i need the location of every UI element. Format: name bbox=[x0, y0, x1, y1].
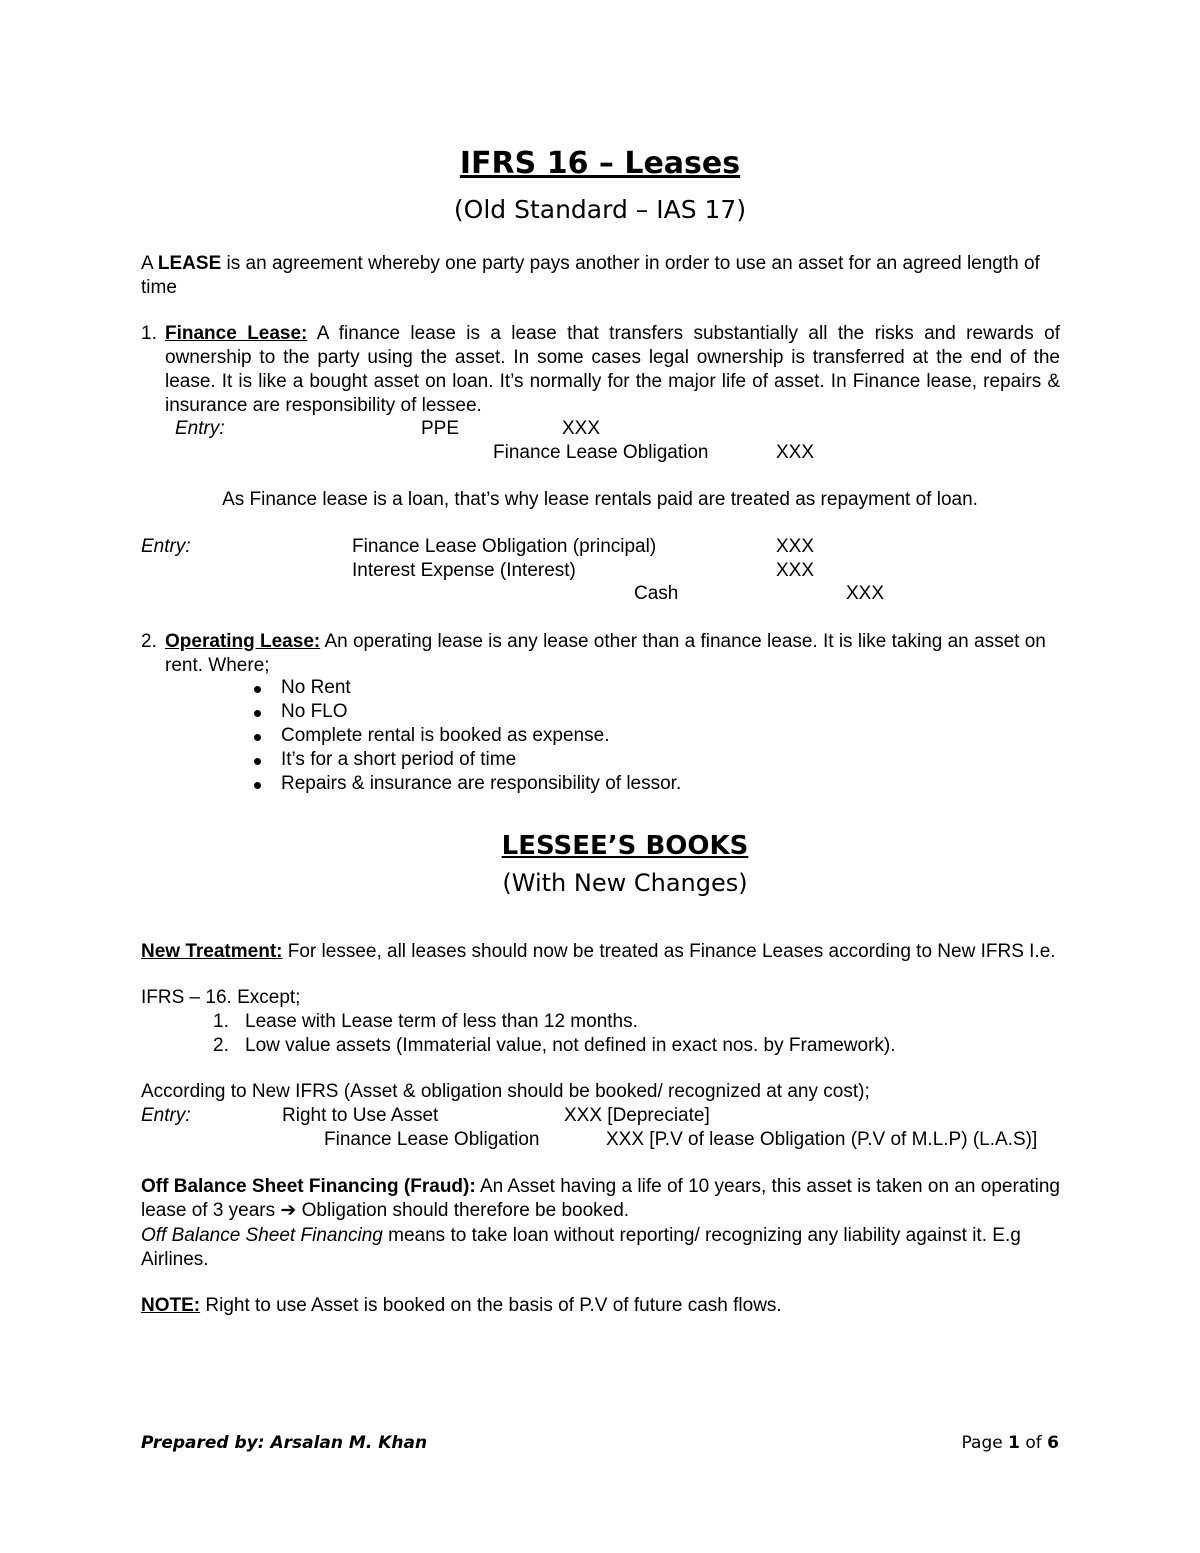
exception-item: Low value assets (Immaterial value, not defined in exact nos. by Framework). bbox=[245, 1035, 896, 1056]
finance-loan-note: As Finance lease is a loan, that’s why lease rentals paid are treated as repayment of loan. bbox=[222, 489, 978, 510]
off-balance-term: Off Balance Sheet Financing bbox=[141, 1225, 383, 1246]
according-text: According to New IFRS (Asset & obligation should be booked/ recognized at any cost); bbox=[141, 1081, 870, 1102]
lease-term: LEASE bbox=[157, 253, 222, 274]
exception-number: 1. bbox=[213, 1011, 229, 1032]
page-total: 6 bbox=[1047, 1433, 1059, 1453]
off-balance-paragraph bbox=[141, 1175, 1060, 1223]
section-subtitle: (With New Changes) bbox=[502, 869, 748, 897]
of-word: of bbox=[1019, 1433, 1048, 1453]
according-entry-label: Entry: bbox=[141, 1105, 191, 1126]
page-subtitle: (Old Standard – IAS 17) bbox=[453, 195, 747, 224]
finance-entry-label: Entry: bbox=[175, 418, 225, 439]
off-balance-text3: means to take loan without reporting/ recognizing any liability against it. E.g Airlines. bbox=[141, 1225, 1021, 1270]
note-paragraph bbox=[141, 1295, 782, 1317]
according-entry-credit: Finance Lease Obligation bbox=[324, 1129, 540, 1150]
finance-lease-paragraph bbox=[165, 322, 1060, 418]
footer-prepared-by bbox=[141, 1433, 427, 1453]
page-title: IFRS 16 – Leases bbox=[459, 146, 741, 181]
bullet-dot bbox=[254, 686, 261, 693]
page-word: Page bbox=[961, 1433, 1009, 1453]
operating-lease-text: An operating lease is any lease other than a finance lease. It is like taking an asset on rent. Where; bbox=[165, 631, 1046, 676]
section-title: LESSEE’S BOOKS bbox=[501, 831, 749, 861]
finance-entry-debit-amount: XXX bbox=[562, 418, 601, 439]
note-label: NOTE: bbox=[141, 1295, 201, 1316]
off-balance-definition bbox=[141, 1224, 1060, 1272]
off-balance-text1: An Asset having a life of 10 years, this asset is taken on an operating lease of 3 years bbox=[141, 1176, 1060, 1221]
operating-lease-heading: Operating Lease: bbox=[165, 631, 321, 652]
page-number: 1 bbox=[1008, 1433, 1020, 1453]
bullet-item: It’s for a short period of time bbox=[281, 749, 517, 770]
finance-number: 1. bbox=[141, 323, 157, 344]
new-treatment-heading: New Treatment: bbox=[141, 941, 283, 962]
repayment-entry-line1: Finance Lease Obligation (principal) bbox=[352, 536, 657, 557]
exception-number: 2. bbox=[213, 1035, 229, 1056]
according-entry-debit: Right to Use Asset bbox=[282, 1105, 439, 1126]
bullet-dot bbox=[254, 734, 261, 741]
finance-lease-text: A finance lease is a lease that transfers substantially all the risks and rewards of ownership to the party using the asset. In some cases legal ownership is transferred at the end of the lease. It is like a bought asset on loan. It’s normally for the major life of asset. In Finance lease, repairs & insurance are responsibility of lessee. bbox=[165, 323, 1060, 416]
according-entry-debit-amount: XXX [Depreciate] bbox=[564, 1105, 710, 1126]
off-balance-text2: Obligation should therefore be booked. bbox=[296, 1200, 630, 1221]
repayment-entry-line2-amount: XXX bbox=[776, 560, 815, 581]
new-treatment-paragraph bbox=[141, 940, 1061, 964]
intro-a: A bbox=[141, 253, 158, 274]
bullet-dot bbox=[254, 710, 261, 717]
exception-item: Lease with Lease term of less than 12 months. bbox=[245, 1011, 638, 1032]
bullet-dot bbox=[254, 782, 261, 789]
finance-entry-credit: Finance Lease Obligation bbox=[493, 442, 709, 463]
repayment-entry-line1-amount: XXX bbox=[776, 536, 815, 557]
bullet-item: No Rent bbox=[281, 677, 351, 698]
repayment-entry-line2: Interest Expense (Interest) bbox=[352, 560, 576, 581]
prepared-label: Prepared by: bbox=[141, 1433, 265, 1453]
finance-entry-credit-amount: XXX bbox=[776, 442, 815, 463]
note-text: Right to use Asset is booked on the basis of P.V of future cash flows. bbox=[200, 1295, 782, 1316]
off-balance-heading: Off Balance Sheet Financing (Fraud): bbox=[141, 1176, 476, 1197]
operating-number: 2. bbox=[141, 631, 157, 652]
intro-text: is an agreement whereby one party pays another in order to use an asset for an agreed length of time bbox=[141, 253, 1040, 298]
arrow-right-icon: ➔ bbox=[280, 1200, 297, 1221]
repayment-entry-credit-amount: XXX bbox=[846, 583, 885, 604]
intro-paragraph bbox=[141, 252, 1061, 300]
new-treatment-text: For lessee, all leases should now be treated as Finance Leases according to New IFRS I.e. bbox=[282, 941, 1056, 962]
finance-lease-heading: Finance Lease: bbox=[165, 323, 308, 344]
finance-entry-debit: PPE bbox=[421, 418, 460, 439]
author-name: Arsalan M. Khan bbox=[264, 1433, 428, 1453]
footer-page-number bbox=[962, 1433, 1059, 1453]
bullet-dot bbox=[254, 758, 261, 765]
according-entry-credit-amount: XXX [P.V of lease Obligation (P.V of M.L.P) (L.A.S)] bbox=[606, 1129, 1038, 1150]
repayment-entry-credit: Cash bbox=[634, 583, 679, 604]
bullet-item: Repairs & insurance are responsibility of lessor. bbox=[281, 773, 682, 794]
bullet-item: No FLO bbox=[281, 701, 348, 722]
operating-lease-paragraph bbox=[165, 630, 1060, 678]
new-treatment-line2: IFRS – 16. Except; bbox=[141, 987, 301, 1008]
bullet-item: Complete rental is booked as expense. bbox=[281, 725, 610, 746]
repayment-entry-label: Entry: bbox=[141, 536, 191, 557]
